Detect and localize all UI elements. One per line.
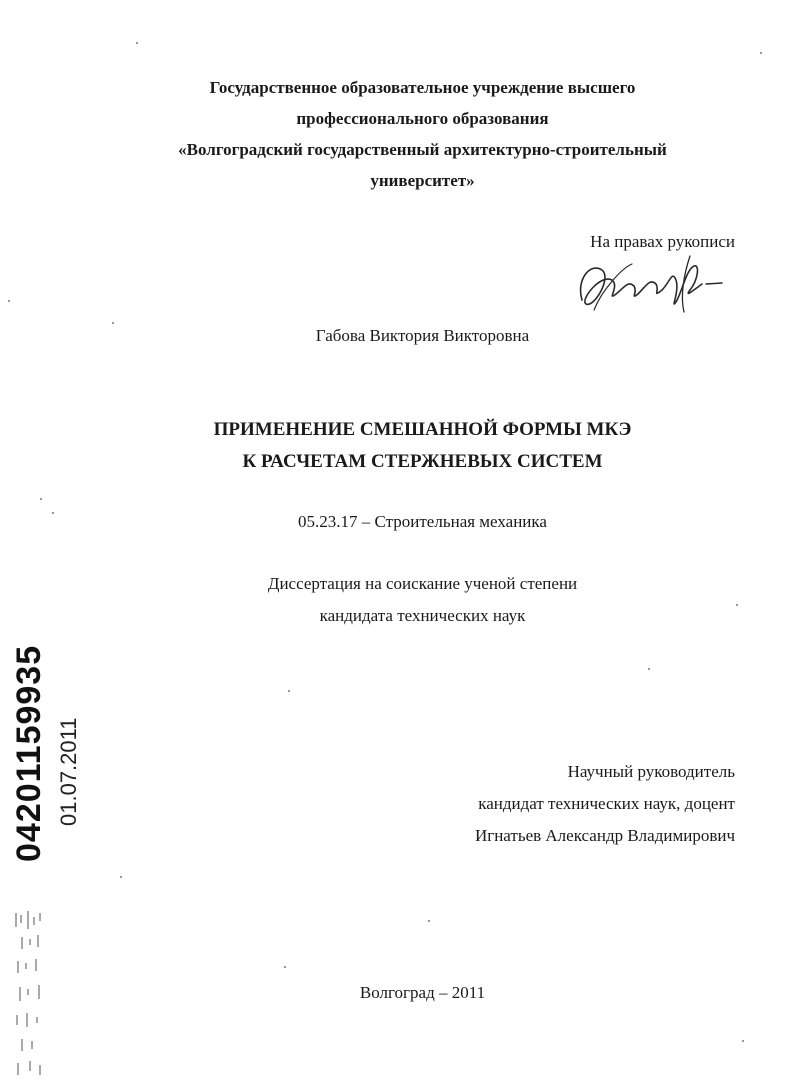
title-line-2: К РАСЧЕТАМ СТЕРЖНЕВЫХ СИСТЕМ xyxy=(242,451,603,472)
scan-speck xyxy=(288,690,290,692)
archive-number: 04201159935 xyxy=(10,644,48,862)
scan-speck xyxy=(112,322,114,324)
scan-speck xyxy=(52,512,54,514)
institution-line-4: университет» xyxy=(370,171,475,190)
scan-speck xyxy=(648,668,650,670)
title-line-1: ПРИМЕНЕНИЕ СМЕШАННОЙ ФОРМЫ МКЭ xyxy=(213,419,632,440)
specialty-code: 05.23.17 – Строительная механика xyxy=(298,512,547,531)
scan-speck xyxy=(428,920,430,922)
manuscript-note: На правах рукописи xyxy=(590,232,735,251)
scan-speck xyxy=(8,300,10,302)
scan-speck xyxy=(760,52,762,54)
scan-speck xyxy=(742,1040,744,1042)
scan-margin-marks xyxy=(12,905,52,1080)
degree-line-2: кандидата технических наук xyxy=(319,606,526,625)
city-year: Волгоград – 2011 xyxy=(359,983,486,1002)
institution-line-2: профессионального образования xyxy=(296,109,549,128)
supervisor-name: Игнатьев Александр Владимирович xyxy=(474,826,735,845)
institution-line-1: Государственное образовательное учреждение высшего xyxy=(209,78,636,97)
scan-speck xyxy=(736,604,738,606)
scan-speck xyxy=(40,498,42,500)
degree-line-1: Диссертация на соискание ученой степени xyxy=(267,574,578,593)
institution-line-3: «Волгоградский государственный архитектурно-строительный xyxy=(178,140,667,159)
archive-date: 01.07.2011 xyxy=(56,717,81,826)
scan-speck xyxy=(120,876,122,878)
supervisor-label: Научный руководитель xyxy=(567,762,735,781)
supervisor-rank: кандидат технических наук, доцент xyxy=(478,794,735,813)
scan-speck xyxy=(136,42,138,44)
handwritten-signature xyxy=(572,250,732,320)
author-name: Габова Виктория Викторовна xyxy=(315,326,530,345)
scan-speck xyxy=(284,966,286,968)
